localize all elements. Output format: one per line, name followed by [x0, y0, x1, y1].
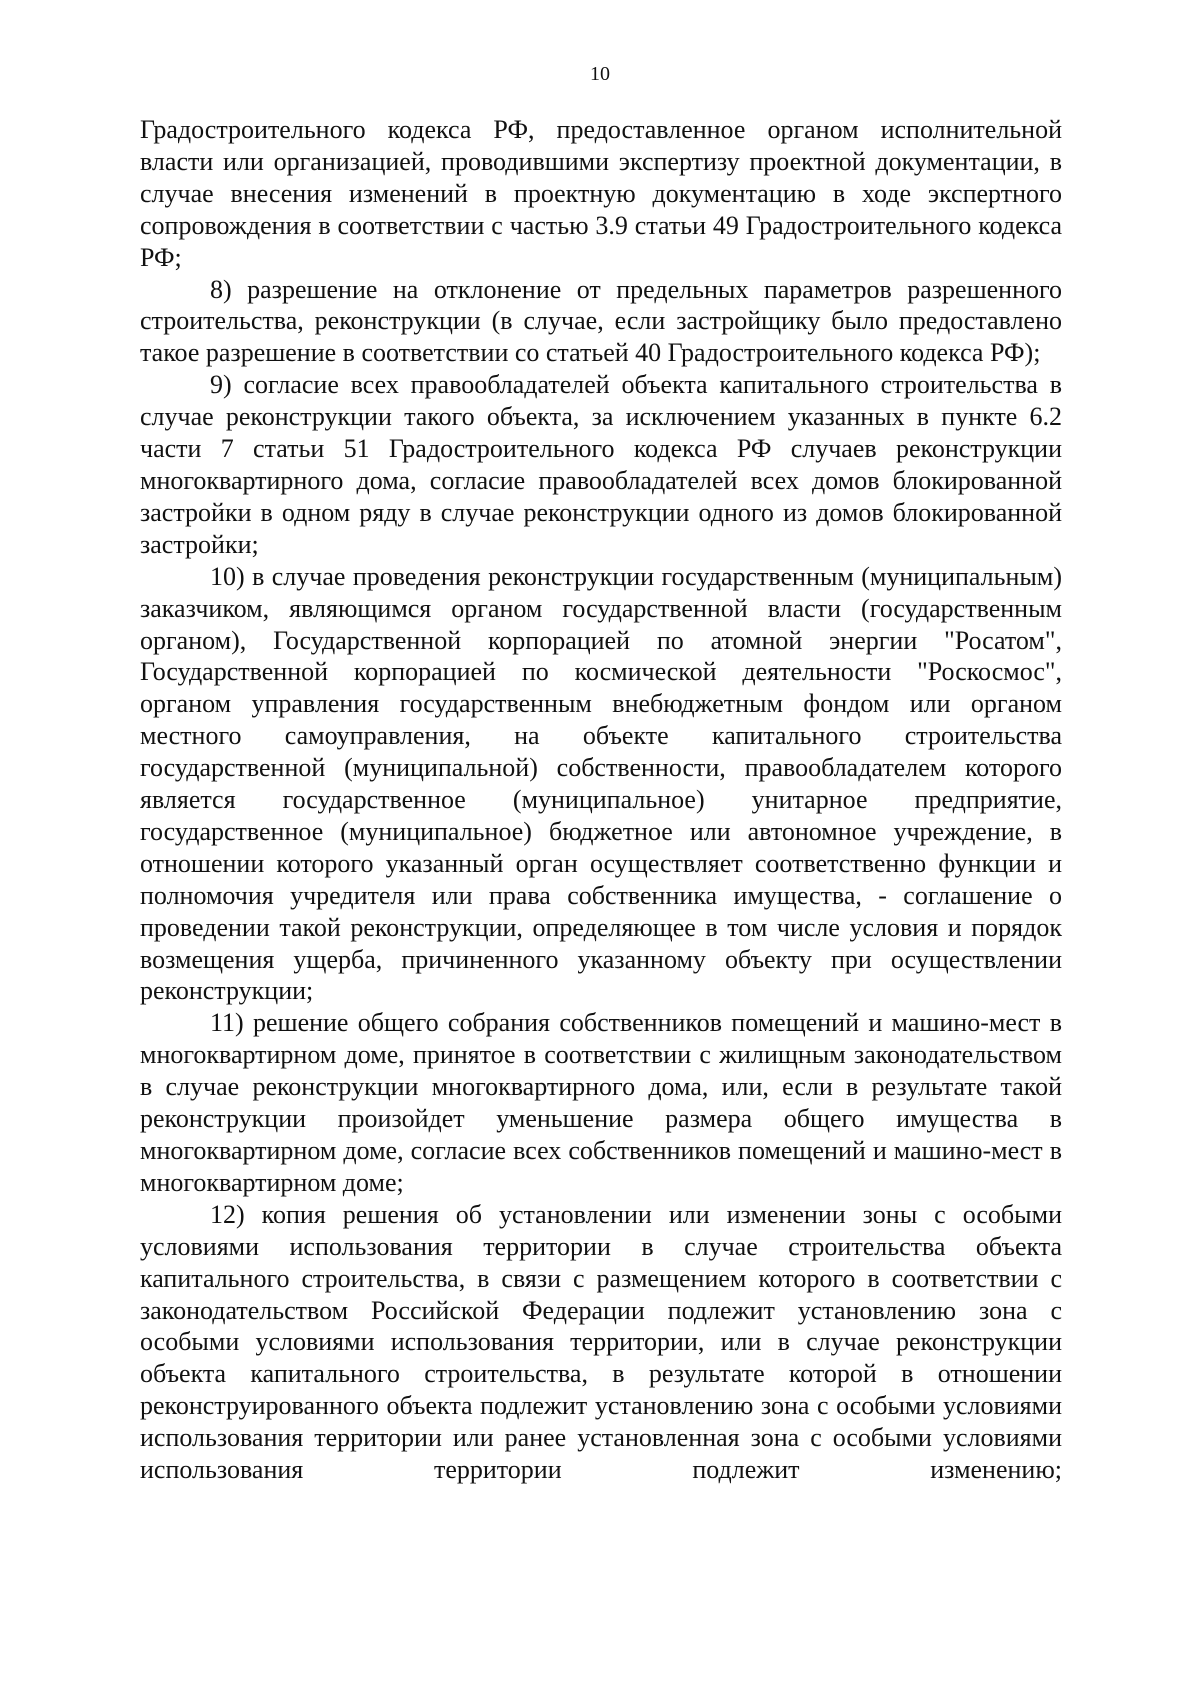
document-body [140, 114, 1062, 1486]
paragraph-item-11: 11) решение общего собрания собственников помещений и машино-мест в многоквартирном доме, принятое в соответствии с жилищным законодательством в случае реконструкции многоквартирного дома, или, если в результате такой реконструкции произойдет уменьшение размера общего имущества в многоквартирном доме, согласие всех собственников помещений и машино-мест в многоквартирном доме; [140, 1008, 1062, 1197]
paragraph-item-10: 10) в случае проведения реконструкции государственным (муниципальным) заказчиком, являющимся органом государственной власти (государственным органом), Государственной корпорацией по атомной энергии "Росатом", Государственной корпорацией по космической деятельности "Роскосмос", органом управления государственным внебюджетным фондом или органом местного самоуправления, на объекте капитального строительства государственной (муниципальной) собственности, правообладателем которого является государственное (муниципальное) унитарное предприятие, государственное (муниципальное) бюджетное или автономное учреждение, в отношении которого указанный орган осуществляет соответственно функции и полномочия учредителя или права собственника имущества, - соглашение о проведении такой реконструкции, определяющее в том числе условия и порядок возмещения ущерба, причиненного указанному объекту при осуществлении реконструкции; [140, 561, 1062, 1006]
paragraph-item-8: 8) разрешение на отклонение от предельных параметров разрешенного строительства, реконструкции (в случае, если застройщику было предоставлено такое разрешение в соответствии со статьей 40 Градостроительного кодекса РФ); [140, 274, 1062, 368]
paragraph-continuation: Градостроительного кодекса РФ, предоставленное органом исполнительной власти или организацией, проводившими экспертизу проектной документации, в случае внесения изменений в проектную документацию в ходе экспертного сопровождения в соответствии с частью 3.9 статьи 49 Градостроительного кодекса РФ; [140, 115, 1062, 272]
paragraph-item-9: 9) согласие всех правообладателей объекта капитального строительства в случае реконструкции такого объекта, за исключением указанных в пункте 6.2 части 7 статьи 51 Градостроительного кодекса РФ случаев реконструкции многоквартирного дома, согласие правообладателей всех домов блокированной застройки в одном ряду в случае реконструкции одного из домов блокированной застройки; [140, 370, 1062, 559]
paragraph-item-12: 12) копия решения об установлении или изменении зоны с особыми условиями использования территории в случае строительства объекта капитального строительства, в связи с размещением которого в соответствии с законодательством Российской Федерации подлежит установлению зона с особыми условиями использования территории, или в случае реконструкции объекта капитального строительства, в результате которой в отношении реконструированного объекта подлежит установлению зона с особыми условиями использования территории или ранее установленная зона с особыми условиями использования территории подлежит изменению; [140, 1199, 1062, 1485]
page-number: 10 [590, 63, 610, 85]
